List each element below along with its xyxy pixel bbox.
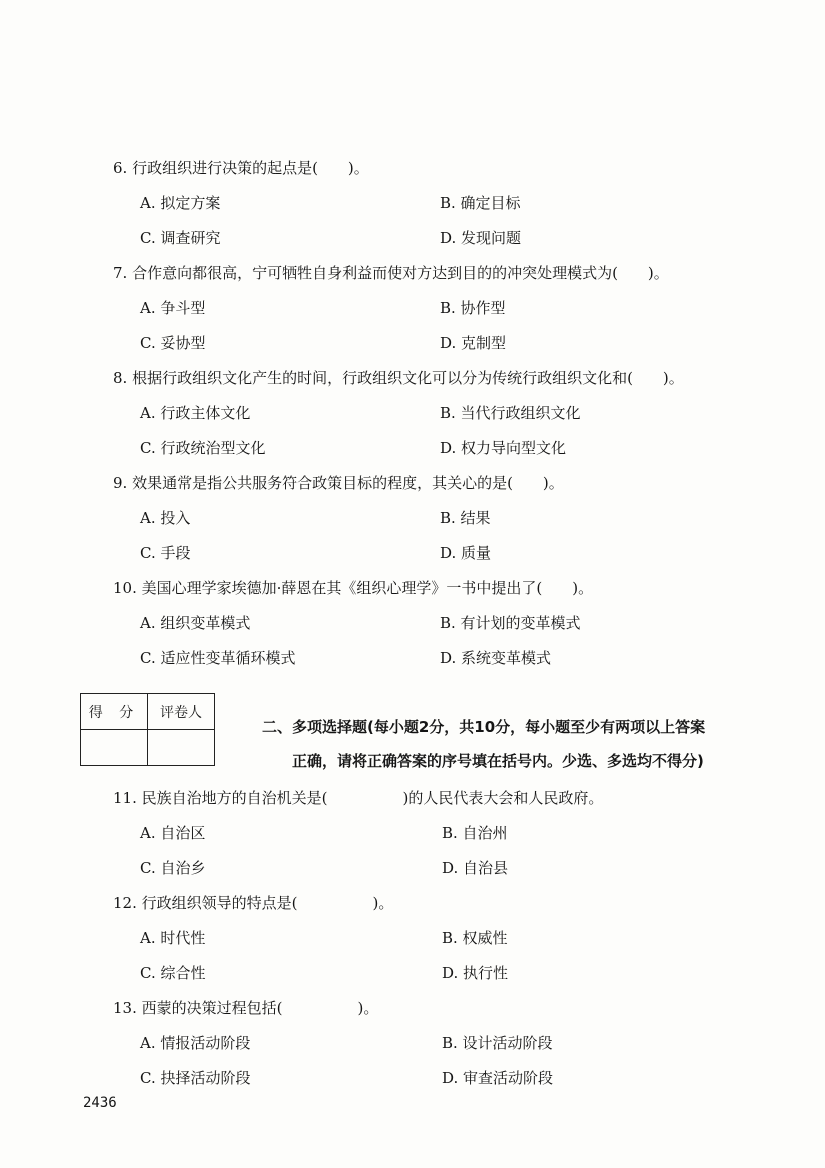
question-12-option-a: A. 时代性: [140, 929, 206, 947]
question-6-option-b: B. 确定目标: [440, 194, 521, 212]
score-label: 得 分: [81, 694, 148, 730]
question-12-stem: 12. 行政组织领导的特点是( )。: [113, 894, 394, 912]
question-7-option-c: C. 妥协型: [140, 334, 206, 352]
question-7-option-a: A. 争斗型: [140, 299, 206, 317]
question-13-option-a: A. 情报活动阶段: [140, 1034, 251, 1052]
question-7-option-b: B. 协作型: [440, 299, 506, 317]
question-8-option-c: C. 行政统治型文化: [140, 439, 266, 457]
question-11-stem: 11. 民族自治地方的自治机关是( )的人民代表大会和人民政府。: [113, 789, 604, 807]
question-11-option-b: B. 自治州: [442, 824, 508, 842]
question-11-option-d: D. 自治县: [442, 859, 509, 877]
question-9-stem: 9. 效果通常是指公共服务符合政策目标的程度，其关心的是( )。: [113, 474, 564, 492]
question-10-stem: 10. 美国心理学家埃德加·薛恩在其《组织心理学》一书中提出了( )。: [113, 579, 594, 597]
question-12-option-d: D. 执行性: [442, 964, 509, 982]
question-6-option-c: C. 调查研究: [140, 229, 221, 247]
grader-label: 评卷人: [148, 694, 215, 730]
question-6-option-d: D. 发现问题: [440, 229, 522, 247]
question-6-option-a: A. 拟定方案: [140, 194, 221, 212]
section2-heading-line1: 二、多项选择题(每小题2分，共10分，每小题至少有两项以上答案: [262, 718, 706, 736]
page-number: 2436: [83, 1095, 117, 1111]
question-7-option-d: D. 克制型: [440, 334, 507, 352]
score-box: [80, 693, 215, 766]
question-6-stem: 6. 行政组织进行决策的起点是( )。: [113, 159, 369, 177]
question-8-option-a: A. 行政主体文化: [140, 404, 251, 422]
question-12-option-c: C. 综合性: [140, 964, 206, 982]
question-13-option-d: D. 审查活动阶段: [442, 1069, 554, 1087]
question-9-option-c: C. 手段: [140, 544, 191, 562]
question-8-stem: 8. 根据行政组织文化产生的时间，行政组织文化可以分为传统行政组织文化和( )。: [113, 369, 684, 387]
question-12-option-b: B. 权威性: [442, 929, 508, 947]
question-7-stem: 7. 合作意向都很高，宁可牺牲自身利益而使对方达到目的的冲突处理模式为( )。: [113, 264, 669, 282]
question-13-option-c: C. 抉择活动阶段: [140, 1069, 251, 1087]
question-9-option-d: D. 质量: [440, 544, 492, 562]
question-9-option-b: B. 结果: [440, 509, 491, 527]
question-10-option-b: B. 有计划的变革模式: [440, 614, 581, 632]
question-13-stem: 13. 西蒙的决策过程包括( )。: [113, 999, 379, 1017]
question-11-option-a: A. 自治区: [140, 824, 206, 842]
question-8-option-b: B. 当代行政组织文化: [440, 404, 581, 422]
section2-heading-line2: 正确，请将正确答案的序号填在括号内。少选、多选均不得分): [292, 752, 704, 770]
question-10-option-c: C. 适应性变革循环模式: [140, 649, 296, 667]
score-cell[interactable]: [81, 730, 148, 766]
question-10-option-a: A. 组织变革模式: [140, 614, 251, 632]
question-11-option-c: C. 自治乡: [140, 859, 206, 877]
question-10-option-d: D. 系统变革模式: [440, 649, 552, 667]
question-9-option-a: A. 投入: [140, 509, 191, 527]
question-13-option-b: B. 设计活动阶段: [442, 1034, 553, 1052]
grader-cell[interactable]: [148, 730, 215, 766]
question-8-option-d: D. 权力导向型文化: [440, 439, 567, 457]
